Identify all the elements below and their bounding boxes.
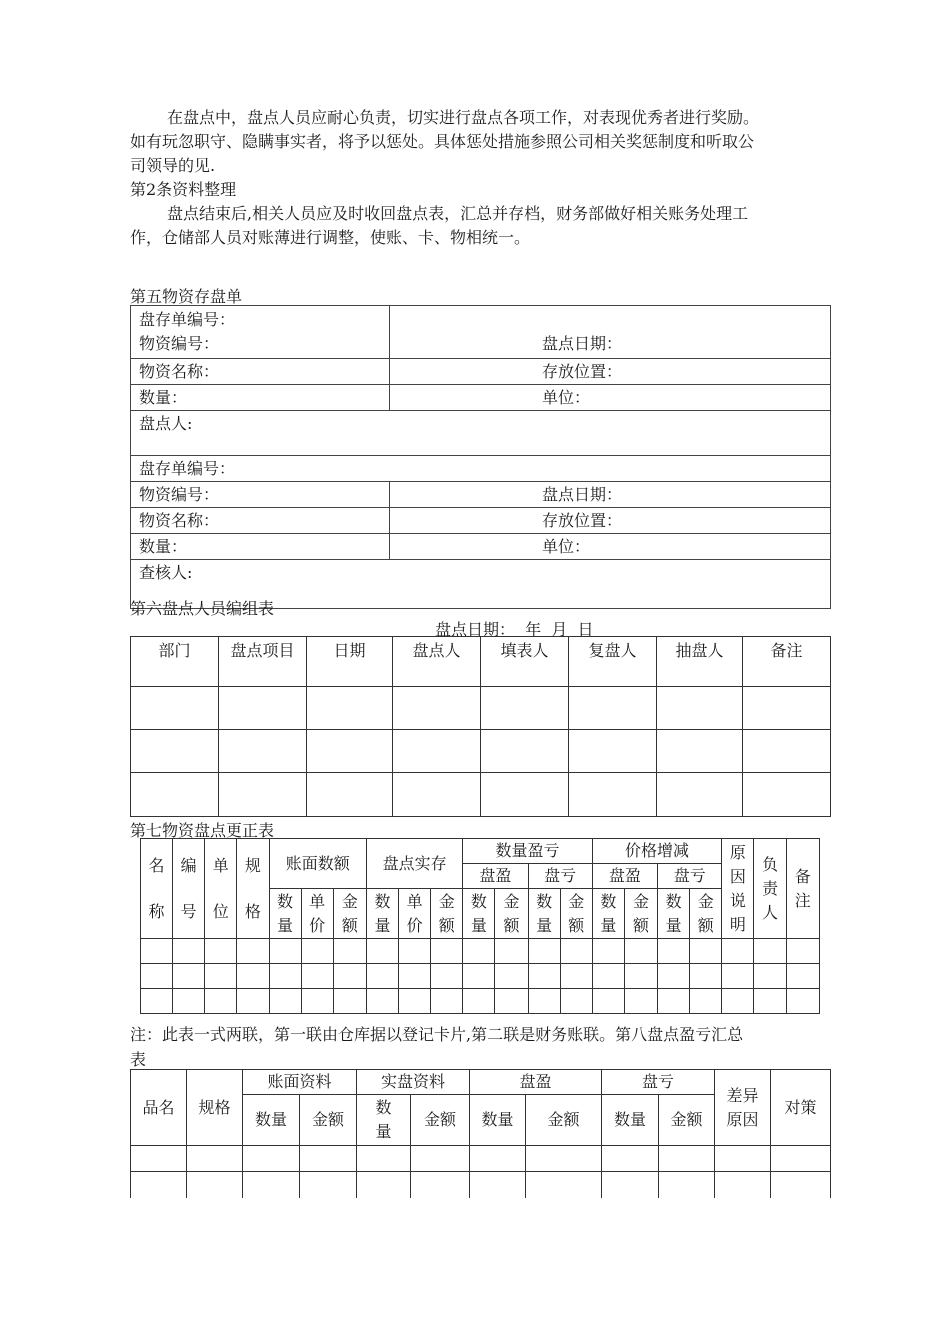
slip1-unit: 单位： bbox=[390, 385, 831, 411]
col-header-project: 盘点项目 bbox=[219, 637, 307, 687]
s8-h-actual: 实盘资料 bbox=[357, 1070, 470, 1095]
h-book-qty: 数 量 bbox=[269, 889, 301, 939]
correction-table bbox=[140, 838, 820, 1014]
intro-para1-line3: 司领导的见. bbox=[130, 156, 216, 175]
s8-book-amount: 金额 bbox=[300, 1095, 357, 1146]
slip1-item-name: 物资名称： bbox=[131, 359, 390, 385]
s8-h-name: 品名 bbox=[131, 1070, 187, 1146]
table-row bbox=[131, 773, 831, 817]
h-book-price: 单 价 bbox=[301, 889, 333, 939]
h-actual: 盘点实存 bbox=[366, 839, 462, 889]
intro-para1-line1: 在盘点中，盘点人员应耐心负责，切实进行盘点各项工作，对表现优秀者进行奖励。 bbox=[167, 108, 760, 127]
slip2-item-no: 物资编号： bbox=[131, 482, 390, 508]
col-header-dept: 部门 bbox=[131, 637, 219, 687]
slip2-form-no: 盘存单编号： bbox=[131, 456, 831, 482]
table-row bbox=[141, 939, 820, 964]
h-pg-amount: 金 额 bbox=[624, 889, 657, 939]
h-reason: 原 因 说 明 bbox=[722, 839, 754, 939]
h-ql-qty: 数 量 bbox=[528, 889, 560, 939]
s8-loss-amount: 金额 bbox=[659, 1095, 715, 1146]
h-pg-qty: 数 量 bbox=[592, 889, 624, 939]
table-row bbox=[131, 1172, 831, 1198]
slip1-counter: 盘点人: bbox=[131, 411, 831, 456]
slip2-unit: 单位： bbox=[390, 534, 831, 560]
slip2-check-date: 盘点日期： bbox=[390, 482, 831, 508]
col-header-recounter: 复盘人 bbox=[569, 637, 657, 687]
h-price-gain: 盘盈 bbox=[592, 864, 657, 889]
h-book-amount: 金 额 bbox=[333, 889, 366, 939]
section6-date-line: 盘点日期： 年 月 日 bbox=[435, 620, 594, 639]
h-qty-diff: 数量盈亏 bbox=[463, 839, 593, 864]
gain-loss-summary-table bbox=[130, 1069, 831, 1198]
s8-gain-qty: 数量 bbox=[470, 1095, 526, 1146]
col-header-counter: 盘点人 bbox=[393, 637, 481, 687]
h-qty-loss: 盘亏 bbox=[528, 864, 592, 889]
h-owner: 负 责 人 bbox=[754, 839, 786, 939]
s8-gain-amount: 金额 bbox=[526, 1095, 602, 1146]
h-actual-price: 单 价 bbox=[399, 889, 431, 939]
s8-h-book: 账面资料 bbox=[243, 1070, 357, 1095]
intro-text bbox=[130, 106, 830, 250]
h-ql-amount: 金 额 bbox=[560, 889, 592, 939]
slip1-right bbox=[390, 306, 831, 359]
slip2-reviewer: 查核人: bbox=[131, 560, 831, 609]
table-row bbox=[141, 964, 820, 989]
slip1-location: 存放位置： bbox=[390, 359, 831, 385]
s8-h-spec: 规格 bbox=[187, 1070, 243, 1146]
section7-title: 第七物资盘点更正表 bbox=[130, 821, 275, 840]
section6-title: 第六盘点人员编组表 bbox=[130, 599, 275, 618]
intro-para1-line2: 如有玩忽职守、隐瞒事实者，将予以惩处。具体惩处措施参照公司相关奖惩制度和听取公 bbox=[130, 132, 755, 151]
h-price-diff: 价格增减 bbox=[592, 839, 722, 864]
h-pl-amount: 金 额 bbox=[690, 889, 722, 939]
section8-title-tail: 表 bbox=[130, 1050, 147, 1069]
staff-group-table bbox=[130, 636, 831, 817]
col-header-date: 日期 bbox=[307, 637, 393, 687]
section5-title: 第五物资存盘单 bbox=[130, 287, 243, 306]
s8-loss-qty: 数量 bbox=[602, 1095, 659, 1146]
slip2-quantity: 数量： bbox=[131, 534, 390, 560]
col-header-remark: 备注 bbox=[743, 637, 831, 687]
slip2-item-name: 物资名称： bbox=[131, 508, 390, 534]
h-qty-gain: 盘盈 bbox=[463, 864, 528, 889]
s8-book-qty: 数量 bbox=[243, 1095, 300, 1146]
s8-actual-amount: 金额 bbox=[411, 1095, 470, 1146]
h-qg-qty: 数 量 bbox=[463, 889, 495, 939]
h-qg-amount: 金 额 bbox=[495, 889, 528, 939]
slip1-quantity: 数量： bbox=[131, 385, 390, 411]
slip1-form-no: 盘存单编号： bbox=[139, 310, 236, 329]
h-unit: 单 位 bbox=[205, 839, 237, 939]
col-header-filler: 填表人 bbox=[481, 637, 569, 687]
s8-h-reason: 差异 原因 bbox=[715, 1070, 771, 1146]
slip2-location: 存放位置： bbox=[390, 508, 831, 534]
h-book: 账面数额 bbox=[269, 839, 366, 889]
table-row bbox=[131, 687, 831, 730]
table-row bbox=[131, 1146, 831, 1172]
s8-h-measure: 对策 bbox=[771, 1070, 831, 1146]
h-actual-amount: 金 额 bbox=[431, 889, 463, 939]
col-header-sampler: 抽盘人 bbox=[657, 637, 743, 687]
section7-note: 注：此表一式两联，第一联由仓库据以登记卡片,第二联是财务账联。第八盘点盈亏汇总 bbox=[130, 1025, 744, 1044]
h-price-loss: 盘亏 bbox=[658, 864, 722, 889]
h-remark: 备 注 bbox=[786, 839, 819, 939]
table-row bbox=[141, 989, 820, 1014]
s8-actual-qty: 数 量 bbox=[357, 1095, 411, 1146]
table-row bbox=[131, 730, 831, 773]
h-pl-qty: 数 量 bbox=[658, 889, 690, 939]
inventory-slip-table bbox=[130, 305, 831, 609]
h-spec: 规 格 bbox=[237, 839, 269, 939]
slip1-left bbox=[131, 306, 390, 359]
section2-heading: 第2条资料整理 bbox=[130, 180, 237, 199]
s8-h-gain: 盘盈 bbox=[470, 1070, 602, 1095]
h-code: 编 号 bbox=[173, 839, 205, 939]
h-name: 名 称 bbox=[141, 839, 173, 939]
slip1-check-date: 盘点日期： bbox=[542, 334, 623, 353]
intro-para2-line1: 盘点结束后,相关人员应及时收回盘点表，汇总并存档，财务部做好相关账务处理工 bbox=[167, 204, 749, 223]
h-actual-qty: 数 量 bbox=[366, 889, 398, 939]
slip1-item-no: 物资编号： bbox=[139, 334, 220, 353]
intro-para2-line2: 作，仓储部人员对账薄进行调整，使账、卡、物相统一。 bbox=[130, 228, 531, 247]
s8-h-loss: 盘亏 bbox=[602, 1070, 715, 1095]
